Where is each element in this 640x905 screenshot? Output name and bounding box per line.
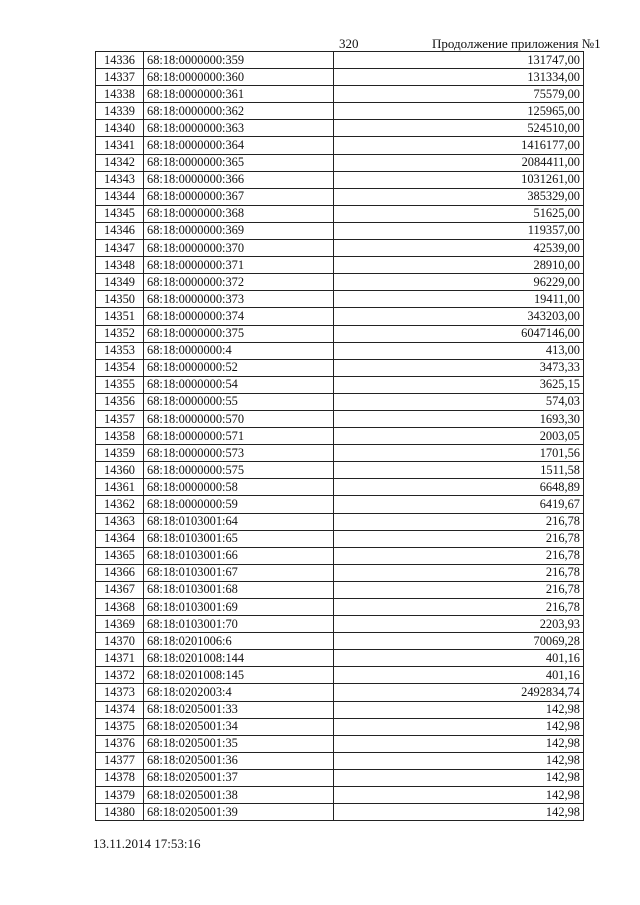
table-row: [96, 376, 584, 393]
cadastral-number: 68:18:0000000:368: [144, 205, 334, 222]
table-row: [96, 205, 584, 222]
cadastral-value: 216,78: [334, 513, 584, 530]
cadastral-value: 216,78: [334, 564, 584, 581]
cadastral-value: 142,98: [334, 752, 584, 769]
row-number: 14380: [96, 804, 144, 821]
row-number: 14372: [96, 667, 144, 684]
row-number: 14352: [96, 325, 144, 342]
row-number: 14337: [96, 69, 144, 86]
table-row: [96, 86, 584, 103]
row-number: 14340: [96, 120, 144, 137]
cadastral-number: 68:18:0205001:33: [144, 701, 334, 718]
cadastral-value: 6648,89: [334, 479, 584, 496]
table-row: [96, 462, 584, 479]
cadastral-number: 68:18:0000000:366: [144, 171, 334, 188]
table-row: [96, 69, 584, 86]
row-number: 14336: [96, 52, 144, 69]
table-row: [96, 445, 584, 462]
table-row: [96, 684, 584, 701]
row-number: 14347: [96, 240, 144, 257]
cadastral-value: 1031261,00: [334, 171, 584, 188]
cadastral-number: 68:18:0000000:374: [144, 308, 334, 325]
cadastral-number: 68:18:0000000:360: [144, 69, 334, 86]
table-row: [96, 257, 584, 274]
cadastral-number: 68:18:0000000:365: [144, 154, 334, 171]
table-row: [96, 496, 584, 513]
cadastral-value: 75579,00: [334, 86, 584, 103]
cadastral-value: 216,78: [334, 547, 584, 564]
cadastral-value: 2203,93: [334, 616, 584, 633]
table-row: [96, 530, 584, 547]
cadastral-value: 343203,00: [334, 308, 584, 325]
print-timestamp: 13.11.2014 17:53:16: [93, 836, 201, 851]
cadastral-value: 401,16: [334, 650, 584, 667]
table-row: [96, 240, 584, 257]
row-number: 14338: [96, 86, 144, 103]
table-row: [96, 137, 584, 154]
row-number: 14371: [96, 650, 144, 667]
cadastral-value: 1693,30: [334, 410, 584, 427]
row-number: 14360: [96, 462, 144, 479]
cadastral-value: 216,78: [334, 530, 584, 547]
cadastral-number: 68:18:0000000:370: [144, 240, 334, 257]
cadastral-number: 68:18:0202003:4: [144, 684, 334, 701]
cadastral-number: 68:18:0000000:372: [144, 274, 334, 291]
row-number: 14367: [96, 581, 144, 598]
cadastral-number: 68:18:0000000:52: [144, 359, 334, 376]
cadastral-value: 131747,00: [334, 52, 584, 69]
table-row: [96, 120, 584, 137]
row-number: 14377: [96, 752, 144, 769]
cadastral-number: 68:18:0103001:67: [144, 564, 334, 581]
cadastral-number: 68:18:0000000:575: [144, 462, 334, 479]
cadastral-value: 216,78: [334, 599, 584, 616]
cadastral-value: 1416177,00: [334, 137, 584, 154]
row-number: 14342: [96, 154, 144, 171]
table-row: [96, 410, 584, 427]
cadastral-number: 68:18:0000000:371: [144, 257, 334, 274]
cadastral-value: 2003,05: [334, 428, 584, 445]
cadastral-number: 68:18:0000000:364: [144, 137, 334, 154]
row-number: 14354: [96, 359, 144, 376]
row-number: 14378: [96, 769, 144, 786]
table-row: [96, 718, 584, 735]
cadastral-number: 68:18:0000000:362: [144, 103, 334, 120]
table-row: [96, 479, 584, 496]
row-number: 14344: [96, 188, 144, 205]
cadastral-value: 142,98: [334, 769, 584, 786]
table-row: [96, 393, 584, 410]
row-number: 14376: [96, 735, 144, 752]
table-row: [96, 154, 584, 171]
cadastral-value: 524510,00: [334, 120, 584, 137]
cadastral-value: 6419,67: [334, 496, 584, 513]
table-row: [96, 325, 584, 342]
row-number: 14341: [96, 137, 144, 154]
page-number: 320: [339, 36, 359, 51]
table-row: [96, 428, 584, 445]
cadastral-number: 68:18:0103001:64: [144, 513, 334, 530]
cadastral-number: 68:18:0000000:4: [144, 342, 334, 359]
cadastral-number: 68:18:0000000:369: [144, 222, 334, 239]
cadastral-number: 68:18:0205001:39: [144, 804, 334, 821]
cadastral-value: 142,98: [334, 701, 584, 718]
row-number: 14366: [96, 564, 144, 581]
row-number: 14339: [96, 103, 144, 120]
table-row: [96, 650, 584, 667]
cadastral-number: 68:18:0000000:55: [144, 393, 334, 410]
cadastral-number: 68:18:0000000:359: [144, 52, 334, 69]
cadastral-number: 68:18:0000000:373: [144, 291, 334, 308]
cadastral-value: 6047146,00: [334, 325, 584, 342]
cadastral-value-table: [95, 51, 584, 821]
cadastral-value: 2084411,00: [334, 154, 584, 171]
table-row: [96, 359, 584, 376]
row-number: 14348: [96, 257, 144, 274]
table-row: [96, 103, 584, 120]
row-number: 14351: [96, 308, 144, 325]
cadastral-number: 68:18:0103001:65: [144, 530, 334, 547]
cadastral-number: 68:18:0201008:145: [144, 667, 334, 684]
table-body: [96, 52, 584, 821]
table-row: [96, 274, 584, 291]
cadastral-number: 68:18:0103001:70: [144, 616, 334, 633]
row-number: 14349: [96, 274, 144, 291]
table-row: [96, 667, 584, 684]
table-row: [96, 222, 584, 239]
row-number: 14345: [96, 205, 144, 222]
cadastral-number: 68:18:0201008:144: [144, 650, 334, 667]
cadastral-value: 3473,33: [334, 359, 584, 376]
row-number: 14353: [96, 342, 144, 359]
cadastral-value: 413,00: [334, 342, 584, 359]
cadastral-value: 216,78: [334, 581, 584, 598]
cadastral-number: 68:18:0000000:570: [144, 410, 334, 427]
table-row: [96, 308, 584, 325]
cadastral-number: 68:18:0000000:58: [144, 479, 334, 496]
row-number: 14379: [96, 787, 144, 804]
cadastral-value: 401,16: [334, 667, 584, 684]
row-number: 14368: [96, 599, 144, 616]
row-number: 14373: [96, 684, 144, 701]
cadastral-value: 119357,00: [334, 222, 584, 239]
cadastral-number: 68:18:0205001:38: [144, 787, 334, 804]
cadastral-number: 68:18:0103001:68: [144, 581, 334, 598]
table-row: [96, 188, 584, 205]
table-row: [96, 599, 584, 616]
cadastral-value: 385329,00: [334, 188, 584, 205]
cadastral-value: 1511,58: [334, 462, 584, 479]
cadastral-value: 96229,00: [334, 274, 584, 291]
table-row: [96, 52, 584, 69]
row-number: 14362: [96, 496, 144, 513]
table-row: [96, 513, 584, 530]
cadastral-value: 70069,28: [334, 633, 584, 650]
table-row: [96, 735, 584, 752]
table-row: [96, 564, 584, 581]
row-number: 14355: [96, 376, 144, 393]
cadastral-number: 68:18:0205001:36: [144, 752, 334, 769]
row-number: 14374: [96, 701, 144, 718]
row-number: 14359: [96, 445, 144, 462]
row-number: 14369: [96, 616, 144, 633]
cadastral-value: 142,98: [334, 787, 584, 804]
row-number: 14363: [96, 513, 144, 530]
row-number: 14361: [96, 479, 144, 496]
cadastral-value: 42539,00: [334, 240, 584, 257]
cadastral-number: 68:18:0205001:37: [144, 769, 334, 786]
table-row: [96, 787, 584, 804]
cadastral-number: 68:18:0000000:367: [144, 188, 334, 205]
table-row: [96, 752, 584, 769]
row-number: 14343: [96, 171, 144, 188]
row-number: 14350: [96, 291, 144, 308]
row-number: 14370: [96, 633, 144, 650]
row-number: 14364: [96, 530, 144, 547]
cadastral-number: 68:18:0000000:361: [144, 86, 334, 103]
row-number: 14375: [96, 718, 144, 735]
cadastral-number: 68:18:0000000:59: [144, 496, 334, 513]
cadastral-value: 1701,56: [334, 445, 584, 462]
cadastral-value: 2492834,74: [334, 684, 584, 701]
table-row: [96, 701, 584, 718]
row-number: 14357: [96, 410, 144, 427]
cadastral-number: 68:18:0000000:363: [144, 120, 334, 137]
table-row: [96, 616, 584, 633]
table-row: [96, 581, 584, 598]
cadastral-value: 51625,00: [334, 205, 584, 222]
cadastral-value: 28910,00: [334, 257, 584, 274]
cadastral-number: 68:18:0201006:6: [144, 633, 334, 650]
cadastral-value: 125965,00: [334, 103, 584, 120]
row-number: 14356: [96, 393, 144, 410]
table-row: [96, 804, 584, 821]
appendix-continuation-note: Продолжение приложения №1: [432, 36, 601, 51]
cadastral-number: 68:18:0205001:35: [144, 735, 334, 752]
table-row: [96, 633, 584, 650]
cadastral-number: 68:18:0000000:571: [144, 428, 334, 445]
row-number: 14358: [96, 428, 144, 445]
cadastral-value: 574,03: [334, 393, 584, 410]
cadastral-number: 68:18:0000000:375: [144, 325, 334, 342]
row-number: 14346: [96, 222, 144, 239]
cadastral-number: 68:18:0000000:573: [144, 445, 334, 462]
cadastral-number: 68:18:0205001:34: [144, 718, 334, 735]
cadastral-value: 142,98: [334, 735, 584, 752]
cadastral-number: 68:18:0103001:69: [144, 599, 334, 616]
cadastral-number: 68:18:0103001:66: [144, 547, 334, 564]
table-row: [96, 547, 584, 564]
table-row: [96, 342, 584, 359]
cadastral-value: 19411,00: [334, 291, 584, 308]
cadastral-value: 3625,15: [334, 376, 584, 393]
cadastral-number: 68:18:0000000:54: [144, 376, 334, 393]
table-row: [96, 291, 584, 308]
table-row: [96, 171, 584, 188]
cadastral-value: 131334,00: [334, 69, 584, 86]
cadastral-value: 142,98: [334, 718, 584, 735]
table-row: [96, 769, 584, 786]
cadastral-value: 142,98: [334, 804, 584, 821]
row-number: 14365: [96, 547, 144, 564]
